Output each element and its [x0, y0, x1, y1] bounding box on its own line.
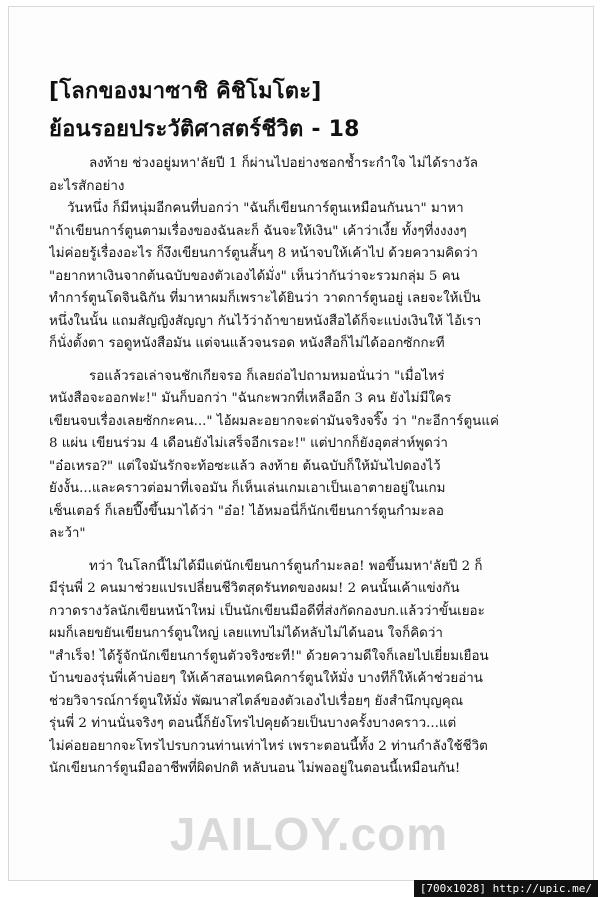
body-line: รุ่นพี่ 2 ท่านนั่นจริงๆ ตอนนี้ก็ยังโทรไปคุยด้วยเป็นบางครั้งบางคราว...แต่: [49, 716, 457, 731]
body-line: ก็นั่งตั้งตา รอดูหนังสือมัน แต่จนแล้วจนรอด หนังสือก็ไม่ได้ออกซักกะที: [49, 336, 445, 351]
body-line: อะไรสักอย่าง: [49, 178, 125, 194]
body-line: ไม่ค่อยรู้เรื่องอะไร ก็งึงเขียนการ์ตูนสั้นๆ 8 หน้าจบให้เค้าไป ด้วยความคิดว่า: [49, 246, 478, 261]
article-title: ย้อนรอยประวัติศาสตร์ชีวิต - 18: [49, 117, 360, 142]
article-title-block: [49, 73, 569, 149]
body-line: เซ็นเตอร์ ก็เลยปึ๊งขึ้นมาได้ว่า "อ๋อ! ไอ้หมอนี่ก็นักเขียนการ์ตูนกำมะลอ: [49, 503, 444, 519]
body-line: ทำการ์ตูนโดจินฉิกัน ที่มาหาผมก็เพราะได้ยินว่า วาดการ์ตูนอยู่ เลยจะให้เป็น: [49, 291, 481, 306]
body-line: หนังสือจะออกฟะ!" มันก็บอกว่า "ฉันกะพวกที่เหลืออีก 3 คน ยังไม่มีใคร: [49, 391, 452, 406]
body-line: 8 แผ่น เขียนร่วม 4 เดือนยังไม่เสร็จอีกเรอะ!" แต่ปากก็ยังอุตส่าห์พูดว่า: [49, 436, 448, 451]
body-line: วันหนึ่ง ก็มีหนุ่มอีกคนที่บอกว่า "ฉันก็เขียนการ์ตูนเหมือนกันนา" มาหา: [67, 201, 464, 216]
image-host-tag: [700x1028] http://upic.me/: [414, 880, 598, 897]
body-line: "อ๋อเหรอ?" แต่ใจมันรักจะท้อซะแล้ว ลงท้าย ต้นฉบับก็ให้มันไปดองไว้: [49, 458, 441, 474]
body-line: รอแล้วรอเล่าจนชักเกียจรอ ก็เลยถ่อไปถามหมอนั่นว่า "เมื่อไหร่: [89, 368, 445, 384]
body-line: "ถ้าเขียนการ์ตูนตามเรื่องของฉันละก็ ฉันจะให้เงิน" เค้าว่าเงี้ย ทั้งๆที่งงงงๆ: [49, 223, 467, 239]
body-line: กวาดรางวัลนักเขียนหน้าใหม่ เป็นนักเขียนมือดีที่ส่งกัดกองบก.แล้วว่าขั้นเยอะ: [49, 603, 485, 619]
body-line: ทว่า ในโลกนี้ไม่ได้มีแต่นักเขียนการ์ตูนกำมะลอ! พอขึ้นมหา'ลัยปี 2 ก็: [89, 558, 483, 574]
series-title: [โลกของมาซาชิ คิชิโมโตะ]: [49, 79, 322, 104]
document-page: [8, 6, 594, 881]
article-body: [49, 153, 569, 781]
body-line: ไม่ค่อยอยากจะโทรไปรบกวนท่านเท่าไหร่ เพราะตอนนี้ทั้ง 2 ท่านกำลังใช้ชีวิต: [49, 738, 488, 754]
body-line: เขียนจบเรื่องเลยซักกะคน..." ไอ้ผมละอยากจะด่ามันจริงจริ๊ง ว่า "กะอีการ์ตูนแค่: [49, 413, 499, 429]
body-line: ละว้า": [49, 526, 86, 541]
body-line: บ้านของรุ่นพี่เค้าบ่อยๆ ให้เค้าสอนเทคนิคการ์ตูนให้มั่ง บางทีก็ให้เค้าช่วยอ่าน: [49, 671, 483, 686]
body-line: "อยากหาเงินจากต้นฉบับของตัวเองได้มั่ง" เห็นว่ากันว่าจะรวมกลุ่ม 5 คน: [49, 268, 460, 284]
body-line: มีรุ่นพี่ 2 คนมาช่วยแปรเปลี่ยนชีวิตสุดรันทดของผม! 2 คนนั้นเค้าแข่งกัน: [49, 581, 460, 596]
body-line: ช่วยวิจารณ์การ์ตูนให้มั่ง พัฒนาสไตล์ของตัวเองไปเรื่อยๆ ยังสำนึกบุญคุณ: [49, 693, 464, 709]
site-watermark: JAILOY.com: [169, 808, 449, 860]
body-line: ลงท้าย ช่วงอยู่มหา'ลัยปี 1 ก็ผ่านไปอย่างชอกช้ำระกำใจ ไม่ได้รางวัล: [89, 156, 478, 171]
body-line: ผมก็เลยขยันเขียนการ์ตูนใหญ่ เลยแทบไม่ได้หลับไม่ได้นอน ใจก็คิดว่า: [49, 626, 443, 641]
body-line: "สำเร็จ! ได้รู้จักนักเขียนการ์ตูนตัวจริงซะที!" ด้วยความดีใจก็เลยไปเยี่ยมเยือน: [49, 648, 489, 664]
body-line: นักเขียนการ์ตูนมืออาชีพที่ผิดปกติ หลับนอน ไม่พออยู่ในตอนนี้เหมือนกัน!: [49, 761, 461, 776]
body-line: หนึ่งในนั้น แถมสัญญิงสัญญา กันไว้ว่าถ้าขายหนังสือได้ก็จะแบ่งเงินให้ ไอ้เรา: [49, 313, 482, 329]
body-line: ยังงั้น...และคราวต่อมาที่เจอมัน ก็เห็นเล่นเกมเอาเป็นเอาตายอยู่ในเกม: [49, 481, 446, 496]
